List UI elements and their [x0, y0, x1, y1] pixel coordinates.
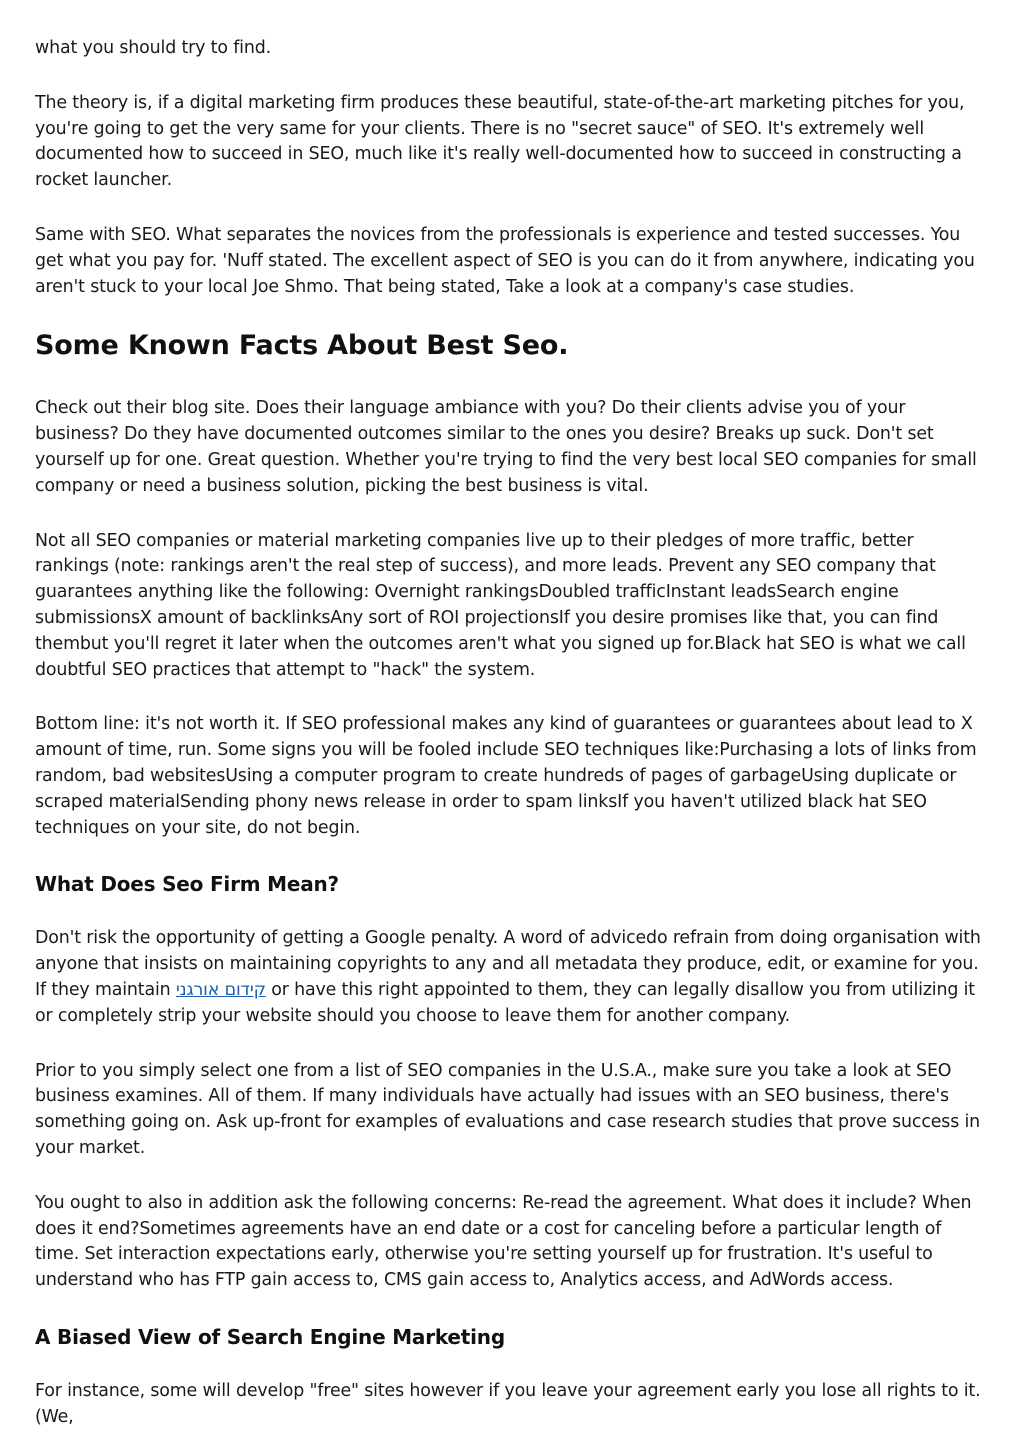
paragraph-prior-to-you: Prior to you simply select one from a list of SEO companies in the U.S.A., make sure you take a look at SEO business examines. All of them. If many individuals have actually had issues with an SEO business, there's something going on. Ask up-front for examples of evaluations and case research studies that prove success in your market.	[35, 1060, 981, 1158]
heading-seo-firm-mean: What Does Seo Firm Mean?	[35, 872, 339, 897]
paragraph-not-all-seo: Not all SEO companies or material marketing companies live up to their pledges of more traffic, better rankings (note: rankings aren't the real step of success), and more leads. Prevent any SEO company that guarantees anything like the following: Overnight rankingsDoubled trafficInstant leadsSearch engine submissionsX amount of backlinksAny sort of ROI projectionsIf you desire promises like that, you can find thembut you'll regret it later when the outcomes aren't what you signed up for.Black hat SEO is what we call doubtful SEO practices that attempt to "hack" the system.	[35, 530, 966, 680]
paragraph-intro-end: what you should try to find.	[35, 38, 271, 58]
paragraph-same-with-seo: Same with SEO. What separates the novices from the professionals is experience and tested successes. You get what you pay for. 'Nuff stated. The excellent aspect of SEO is you can do it from anywhere, indicating you aren't stuck to your local Joe Shmo. That being stated, Take a look at a company's case studies.	[35, 224, 975, 297]
paragraph-bottom-line: Bottom line: it's not worth it. If SEO professional makes any kind of guarantees or guarantees about lead to X amount of time, run. Some signs you will be fooled include SEO techniques like:Purchasing a lots of links from random, bad websitesUsing a computer program to create hundreds of pages of garbageUsing duplicate or scraped materialSending phony news release in order to spam linksIf you haven't utilized black hat SEO techniques on your site, do not begin.	[35, 714, 977, 838]
paragraph-google-penalty-text-2: or have this right appointed to them, they can legally disallow you from utilizing it or completely strip your website should you choose to leave them for another company.	[35, 979, 975, 1026]
hebrew-seo-link[interactable]: קידום אורגני	[175, 979, 266, 1000]
paragraph-google-penalty-text-1: Don't risk the opportunity of getting a Google penalty. A word of advicedo refrain from doing organisation with anyone that insists on maintaining copyrights to any and all metadata they produce, edit, or examine for you. If they maintain	[35, 928, 981, 1000]
paragraph-google-penalty	[35, 926, 990, 1029]
paragraph-blog-site: Check out their blog site. Does their language ambiance with you? Do their clients advise you of your business? Do they have documented outcomes similar to the ones you desire? Breaks up suck. Don't set yourself up for one. Great question. Whether you're trying to find the very best local SEO companies for small company or need a business solution, picking the best business is vital.	[35, 398, 977, 496]
heading-biased-view: A Biased View of Search Engine Marketing	[35, 1324, 505, 1349]
heading-known-facts: Some Known Facts About Best Seo.	[35, 330, 569, 362]
paragraph-concerns: You ought to also in addition ask the following concerns: Re-read the agreement. What does it include? When does it end?Sometimes agreements have an end date or a cost for canceling before a particular length of time. Set interaction expectations early, otherwise you're setting yourself up for frustration. It's useful to understand who has FTP gain access to, CMS gain access to, Analytics access, and AdWords access.	[35, 1192, 972, 1291]
paragraph-for-instance: For instance, some will develop "free" sites however if you leave your agreement early you lose all rights to it. (We,	[35, 1380, 981, 1427]
paragraph-theory: The theory is, if a digital marketing firm produces these beautiful, state-of-the-art marketing pitches for you, you're going to get the very same for your clients. There is no "secret sauce" of SEO. It's extremely well documented how to succeed in SEO, much like it's really well-documented how to succeed in constructing a rocket launcher.	[35, 92, 965, 191]
